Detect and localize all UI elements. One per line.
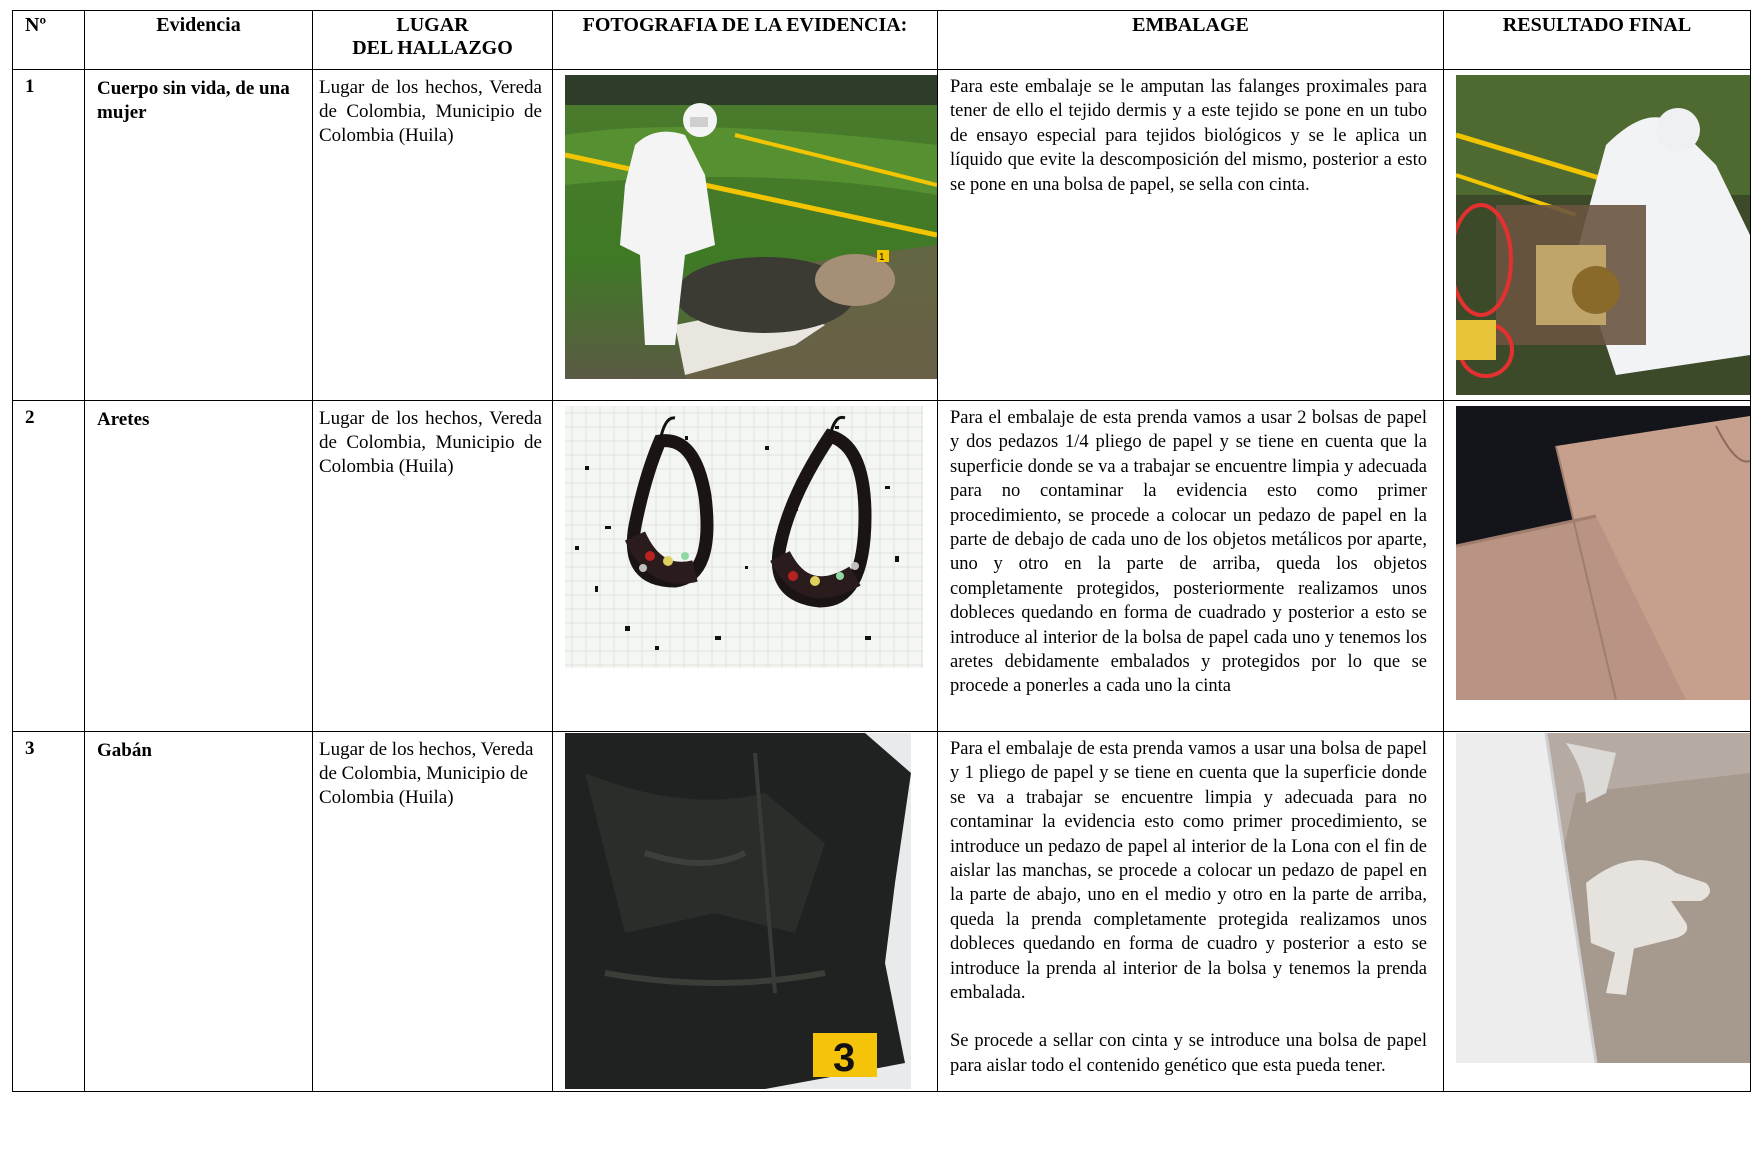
packaging-paragraph: Para el embalaje de esta prenda vamos a usar una bolsa de papel y 1 pliego de papel y se tiene en cuenta que la superficie donde se va a trabajar se encuentre limpia y adecuada para no contaminar la evidencia esto como primer procedimiento, se introduce un pedazo de papel al interior de la Lona con el fin de aislar las manchas, se procede a colocar un pedazo de papel en la parte de abajo, uno en el medio y otro en la parte de arriba, queda la prenda completamente protegida realizamos unos dobleces quedando en forma de cuadro y posterior a esto se introduce la prenda al interior de la bolsa y tenemos la prenda embalada. — [950, 739, 1427, 1004]
scene-marker-number: 1 — [879, 252, 885, 263]
location-text: Lugar de los hechos, Vereda de Colombia, Municipio de Colombia (Huila) — [313, 401, 553, 732]
evidence-photo-cell — [553, 732, 938, 1092]
table-row — [13, 70, 1751, 401]
packaging-text — [938, 70, 1444, 401]
packaging-paragraph: Para este embalaje se le amputan las falanges proximales para tener de ello el tejido dermis y a este tejido se pone en un tubo de ensayo especial para tejidos biológicos y se le aplica un líquido que evite la descomposición del mismo, posterior a esto se pone en una bolsa de papel, se sella con cinta. — [950, 77, 1427, 195]
evidence-photo-crime-scene — [565, 75, 937, 379]
row-number: 3 — [13, 732, 85, 1092]
row-number: 2 — [13, 401, 85, 732]
header-resultado: RESULTADO FINAL — [1444, 11, 1751, 70]
header-lugar-line1: LUGAR — [396, 14, 469, 36]
result-photo-gloved-hands — [1456, 733, 1750, 1063]
table-row — [13, 401, 1751, 732]
header-num: Nº — [13, 11, 85, 70]
evidence-photo-earrings — [565, 406, 923, 668]
header-evidencia: Evidencia — [85, 11, 313, 70]
header-lugar-line2: DEL HALLAZGO — [352, 37, 513, 59]
packaging-text — [938, 732, 1444, 1092]
header-embalage: EMBALAGE — [938, 11, 1444, 70]
header-foto: FOTOGRAFIA DE LA EVIDENCIA: — [553, 11, 938, 70]
header-lugar — [313, 11, 553, 70]
result-photo-paper-bags — [1456, 406, 1750, 700]
packaging-text — [938, 401, 1444, 732]
table-row — [13, 732, 1751, 1092]
evidence-name: Cuerpo sin vida, de una mujer — [85, 70, 313, 401]
evidence-photo-cell — [553, 401, 938, 732]
result-photo-packaging — [1456, 75, 1750, 395]
row-number: 1 — [13, 70, 85, 401]
packaging-paragraph-2: Se procede a sellar con cinta y se introduce una bolsa de papel para aislar todo el contenido genético que esta pueda tener. — [950, 1031, 1427, 1076]
evidence-table — [12, 10, 1751, 1092]
evidence-name: Aretes — [85, 401, 313, 732]
result-photo-cell — [1444, 70, 1751, 401]
evidence-photo-coat — [565, 733, 911, 1089]
header-row — [13, 11, 1751, 70]
result-photo-cell — [1444, 401, 1751, 732]
location-text: Lugar de los hechos, Vereda de Colombia, Municipio de Colombia (Huila) — [313, 732, 553, 1092]
evidence-name: Gabán — [85, 732, 313, 1092]
packaging-paragraph: Para el embalaje de esta prenda vamos a usar 2 bolsas de papel y dos pedazos 1/4 pliego de papel y se tiene en cuenta que la superficie donde se va a trabajar se encuentre limpia y adecuada para no contaminar la evidencia esto como primer procedimiento, se procede a colocar un pedazo de papel en la parte de debajo de cada uno de los objetos metálicos por aparte, uno y otro en la parte de arriba, queda los objetos completamente protegidos, posteriormente realizamos unos dobleces quedando en forma de cuadrado y posterior a esto se introduce al interior de la bolsa de papel cada uno y tenemos los aretes debidamente embalados y protegidos por lo que se procede a ponerles a cada uno la cinta — [950, 408, 1427, 697]
result-photo-cell — [1444, 732, 1751, 1092]
evidence-photo-cell — [553, 70, 938, 401]
location-text: Lugar de los hechos, Vereda de Colombia, Municipio de Colombia (Huila) — [313, 70, 553, 401]
evidence-marker-number: 3 — [833, 1036, 856, 1080]
